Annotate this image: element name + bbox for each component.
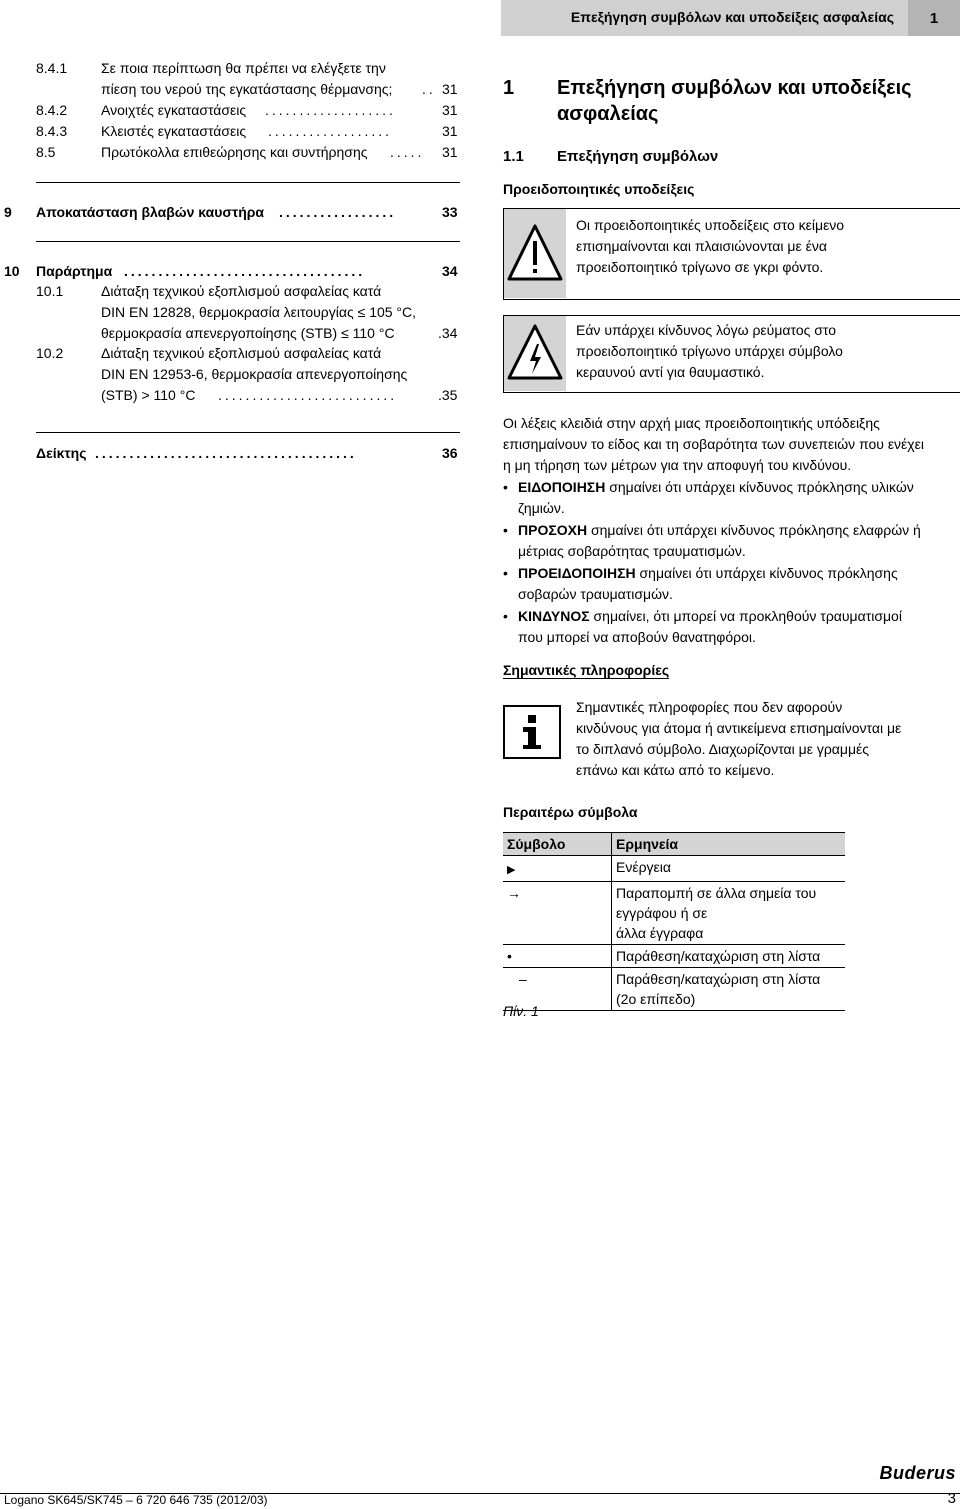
- meaning-text: (2ο επίπεδο): [616, 991, 696, 1007]
- toc-page: 31: [442, 102, 458, 118]
- toc-num: 9: [4, 204, 12, 220]
- header-bar: [501, 0, 960, 36]
- symbols-table: [503, 833, 845, 1011]
- toc-text: Ανοιχτές εγκαταστάσεις: [101, 102, 247, 118]
- toc-dots: .................: [279, 204, 397, 220]
- toc-text: Διάταξη τεχνικού εξοπλισμού ασφαλείας κατά: [101, 345, 382, 361]
- meaning-text: άλλα έγγραφα: [616, 925, 704, 941]
- warning-text: προειδοποιητικό τρίγωνο σε γκρι φόντο.: [576, 259, 824, 275]
- table-header-row: [503, 833, 845, 856]
- toc-page: 31: [442, 81, 458, 97]
- meaning-cell: [612, 968, 846, 1011]
- table-row: [503, 968, 845, 1011]
- bullet-icon: •: [503, 479, 508, 495]
- bullet-icon: •: [503, 565, 508, 581]
- toc-page: 34: [442, 263, 458, 279]
- section-title: ασφαλείας: [557, 103, 659, 125]
- table-row: [503, 856, 845, 882]
- section-number: 1: [503, 77, 515, 99]
- toc-text: Δείκτης: [36, 445, 87, 461]
- toc-text: Διάταξη τεχνικού εξοπλισμού ασφαλείας κατά: [101, 283, 382, 299]
- toc-text: Αποκατάσταση βλαβών καυστήρα: [36, 204, 265, 220]
- keywords-intro: Οι λέξεις κλειδιά στην αρχή μιας προειδοποιητικής υπόδειξης: [503, 415, 880, 431]
- toc-rule: [36, 432, 460, 433]
- list-item: [503, 477, 958, 519]
- buderus-logo: Buderus: [879, 1463, 956, 1483]
- table-header: Ερμηνεία: [612, 833, 846, 856]
- bullet-icon: •: [503, 608, 508, 624]
- warning-triangle-icon: [504, 209, 566, 298]
- keyword: ΚΙΝΔΥΝΟΣ: [518, 608, 590, 624]
- symbol-cell: ▶: [507, 864, 516, 876]
- list-item: [503, 606, 958, 648]
- toc-page: 33: [442, 204, 458, 220]
- keyword-desc: σημαίνει, ότι μπορεί να προκληθούν τραυματισμοί: [589, 608, 902, 624]
- toc-num: 10: [4, 263, 20, 279]
- toc-num: 8.4.3: [36, 123, 68, 139]
- keyword-desc: σοβαρών τραυματισμών.: [518, 586, 673, 602]
- toc-text: DIN EN 12828, θερμοκρασία λειτουργίας ≤ 105 °C,: [101, 304, 417, 320]
- table-row: [503, 945, 845, 968]
- keyword-list: [503, 477, 958, 648]
- toc-text: Σε ποια περίπτωση θα πρέπει να ελέγξετε την: [101, 60, 386, 76]
- list-item: [503, 520, 958, 562]
- toc-text: (STB) > 110 °C: [101, 387, 196, 403]
- warning-text: Εάν υπάρχει κίνδυνος λόγω ρεύματος στο: [576, 322, 836, 338]
- lightning-triangle-icon: [504, 316, 566, 391]
- meaning-cell: Ενέργεια: [612, 856, 846, 882]
- toc-num: 8.5: [36, 144, 56, 160]
- toc-num: 10.2: [36, 345, 64, 361]
- toc-num: 8.4.1: [36, 60, 68, 76]
- keywords-intro: η μη τήρηση των μέτρων για την αποφυγή του κινδύνου.: [503, 457, 852, 473]
- keyword-desc: σημαίνει ότι υπάρχει κίνδυνος πρόκλησης: [635, 565, 898, 581]
- important-text: το διπλανό σύμβολο. Διαχωρίζονται με γραμμές: [576, 741, 870, 757]
- warning-text: επισημαίνονται και πλαισιώνονται με ένα: [576, 238, 827, 254]
- keyword-desc: που μπορεί να αποβούν θανατηφόροι.: [518, 629, 756, 645]
- toc-text: πίεση του νερού της εγκατάστασης θέρμανσης;: [101, 81, 393, 97]
- keyword: ΠΡΟΕΙΔΟΠΟΙΗΣΗ: [518, 565, 636, 581]
- toc-num: 8.4.2: [36, 102, 68, 118]
- toc-page: 31: [442, 144, 458, 160]
- symbol-cell: •: [507, 948, 512, 964]
- toc-dots: .....: [390, 144, 425, 160]
- important-heading: Σημαντικές πληροφορίες: [503, 662, 670, 678]
- subsection-title: Επεξήγηση συμβόλων: [557, 148, 719, 165]
- toc-dots: ..........................: [218, 387, 398, 403]
- footer-page: 3: [947, 1490, 956, 1507]
- symbol-cell: →: [507, 885, 521, 901]
- header-title: Επεξήγηση συμβόλων και υποδείξεις ασφαλείας: [570, 9, 894, 25]
- further-heading: Περαιτέρω σύμβολα: [503, 804, 638, 820]
- toc-text: Πρωτόκολλα επιθεώρησης και συντήρησης: [101, 144, 368, 160]
- keyword-desc: σημαίνει ότι υπάρχει κίνδυνος πρόκλησης υλικών: [605, 479, 914, 495]
- list-item: [503, 563, 958, 605]
- toc-dots: ..................: [268, 123, 393, 139]
- toc-text: DIN EN 12953-6, θερμοκρασία απενεργοποίησης: [101, 366, 408, 382]
- keyword-desc: σημαίνει ότι υπάρχει κίνδυνος πρόκλησης ελαφρών ή: [587, 522, 921, 538]
- toc-rule: [36, 241, 460, 242]
- toc-text: Κλειστές εγκαταστάσεις: [101, 123, 247, 139]
- meaning-text: Παράθεση/καταχώριση στη λίστα: [616, 971, 821, 987]
- toc-page: 31: [442, 123, 458, 139]
- chapter-number: 1: [908, 0, 960, 36]
- toc-num: 10.1: [36, 283, 64, 299]
- meaning-cell: Παράθεση/καταχώριση στη λίστα: [612, 945, 846, 968]
- toc-dots: ..: [422, 81, 436, 97]
- important-text: κινδύνους για άτομα ή αντικείμενα επισημαίνονται με: [576, 720, 902, 736]
- meaning-cell: [612, 882, 846, 945]
- warning-text: προειδοποιητικό τρίγωνο υπάρχει σύμβολο: [576, 343, 843, 359]
- meaning-text: Παραπομπή σε άλλα σημεία του εγγράφου ή σε: [616, 885, 817, 921]
- toc-dots: ...................: [265, 102, 396, 118]
- symbol-cell: –: [519, 971, 527, 987]
- toc-text: Παράρτημα: [36, 263, 113, 279]
- keyword-desc: ζημιών.: [518, 500, 565, 516]
- bullet-icon: •: [503, 522, 508, 538]
- footer-doc: Logano SK645/SK745 – 6 720 646 735 (2012/03): [4, 1493, 268, 1507]
- warning-icon-background: [504, 316, 566, 391]
- section-title: Επεξήγηση συμβόλων και υποδείξεις: [557, 77, 912, 99]
- keyword: ΕΙΔΟΠΟΙΗΣΗ: [518, 479, 606, 495]
- important-text: επάνω και κάτω από το κείμενο.: [576, 762, 775, 778]
- warning-text: κεραυνού αντί για θαυμαστικό.: [576, 364, 765, 380]
- keyword-desc: μέτριας σοβαρότητας τραυματισμών.: [518, 543, 746, 559]
- table-row: [503, 882, 845, 945]
- warning-icon-background: [504, 209, 566, 298]
- toc-rule: [36, 182, 460, 183]
- toc-dots: ......................................: [95, 445, 357, 461]
- toc-dots: ...................................: [124, 263, 366, 279]
- keywords-intro: επισημαίνουν το είδος και τη σοβαρότητα των συνεπειών που ενέχει: [503, 436, 924, 452]
- table-caption: Πίν. 1: [503, 1003, 539, 1019]
- keyword: ΠΡΟΣΟΧΗ: [518, 522, 588, 538]
- info-icon: [503, 705, 561, 759]
- subsection-number: 1.1: [503, 148, 524, 165]
- toc-page: .35: [438, 387, 458, 403]
- warning-text: Οι προειδοποιητικές υποδείξεις στο κείμενο: [576, 217, 845, 233]
- warnings-heading: Προειδοποιητικές υποδείξεις: [503, 181, 695, 197]
- toc-text: θερμοκρασία απενεργοποίησης (STB) ≤ 110 °C: [101, 325, 395, 341]
- important-text: Σημαντικές πληροφορίες που δεν αφορούν: [576, 699, 843, 715]
- toc-page: .34: [438, 325, 458, 341]
- table-header: Σύμβολο: [507, 836, 566, 852]
- toc-page: 36: [442, 445, 458, 461]
